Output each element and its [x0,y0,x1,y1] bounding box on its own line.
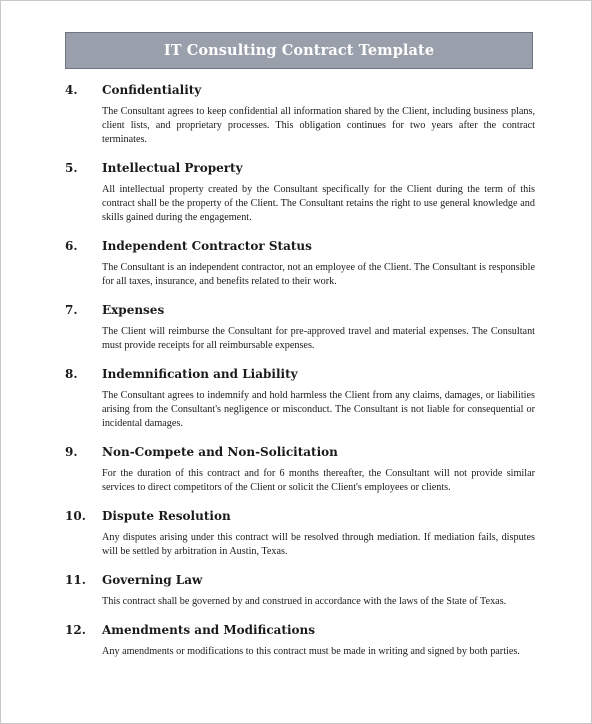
section-heading [65,623,535,641]
section-number: 10. [65,509,86,523]
section-title: Expenses [102,303,165,317]
section-body: All intellectual property created by the Consultant specifically for the Client during the term of this contract shall be the property of the Client. The Consultant retains the right to use general knowledge and skills gained during the engagement. [102,184,535,223]
section-body: The Consultant agrees to keep confidential all information shared by the Client, including business plans, client lists, and proprietary processes. This obligation continues for two years after the contract terminates. [102,106,535,145]
section-number: 12. [65,623,86,637]
section-body: The Consultant agrees to indemnify and hold harmless the Client from any claims, damages, or liabilities arising from the Consultant's negligence or misconduct. The Consultant is not liable for consequential or incidental damages. [102,390,535,429]
section-confidentiality [65,83,535,147]
section-number: 6. [65,239,78,253]
section-dispute-resolution [65,509,535,559]
section-heading [65,83,535,101]
section-body: This contract shall be governed by and construed in accordance with the laws of the State of Texas. [102,596,507,607]
section-amendments-and-modifications [65,623,535,659]
section-number: 9. [65,445,78,459]
section-heading [65,161,535,179]
section-expenses [65,303,535,353]
section-heading [65,509,535,527]
section-number: 4. [65,83,78,97]
section-heading [65,445,535,463]
section-number: 7. [65,303,78,317]
section-title: Governing Law [102,573,203,587]
section-body: The Consultant is an independent contractor, not an employee of the Client. The Consultant is responsible for all taxes, insurance, and benefits related to their work. [102,262,535,287]
section-body: For the duration of this contract and for 6 months thereafter, the Consultant will not provide similar services to direct competitors of the Client or solicit the Client's employees or clients. [102,468,535,493]
section-heading [65,367,535,385]
document-title: IT Consulting Contract Template [163,42,435,59]
section-title: Intellectual Property [102,161,243,175]
section-body: Any disputes arising under this contract will be resolved through mediation. If mediation fails, disputes will be settled by arbitration in Austin, Texas. [102,532,535,557]
document-title-banner [65,32,533,69]
section-independent-contractor-status [65,239,535,289]
section-title: Non-Compete and Non-Solicitation [102,445,338,459]
section-body: The Client will reimburse the Consultant for pre-approved travel and material expenses. The Consultant must provide receipts for all reimbursable expenses. [102,326,535,351]
section-intellectual-property [65,161,535,225]
section-heading [65,303,535,321]
sections-list [65,83,535,659]
section-title: Independent Contractor Status [102,239,312,253]
section-indemnification-and-liability [65,367,535,431]
section-title: Confidentiality [102,83,202,97]
section-non-compete [65,445,535,495]
section-number: 5. [65,161,78,175]
section-title: Dispute Resolution [102,509,231,523]
section-governing-law [65,573,535,609]
section-heading [65,239,535,257]
section-body: Any amendments or modifications to this contract must be made in writing and signed by both parties. [102,646,520,657]
section-title: Indemnification and Liability [102,367,298,381]
section-number: 8. [65,367,78,381]
section-number: 11. [65,573,86,587]
section-heading [65,573,535,591]
section-title: Amendments and Modifications [102,623,315,637]
